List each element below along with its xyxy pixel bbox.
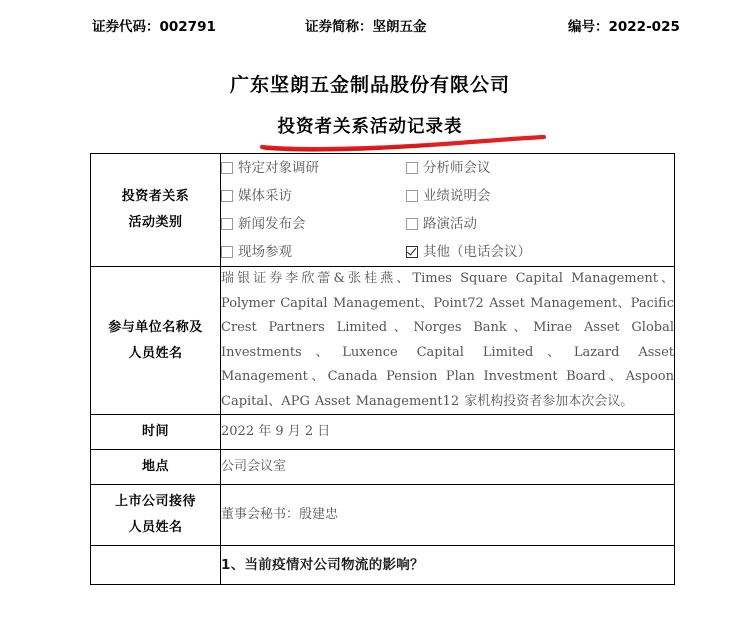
checkbox-icon[interactable] [406,190,418,202]
activity-type-label-line1: 投资者关系 [121,189,190,204]
checkbox-label: 现场参观 [238,244,292,260]
place-label: 地点 [141,459,169,474]
row-label-place [91,450,221,485]
table-row-qa [91,546,675,585]
table-row-place [91,450,675,485]
checkbox-checked-icon[interactable] [406,246,418,258]
row-label-qa [91,546,221,585]
checkbox-label: 分析师会议 [423,160,491,176]
host-value: 董事会秘书：殷建忠 [221,485,675,546]
checkbox-label: 其他（电话会议） [423,244,531,260]
checkbox-icon[interactable] [406,162,418,174]
participants-label-line2: 人员姓名 [128,345,183,361]
activity-type-options [221,154,675,267]
doc-title-wrapper [278,115,463,139]
participants-value: 瑞银证券李欣蕾&张桂燕、Times Square Capital Management、Polymer Capital Management、Point72 Asset Management、Pacific Crest Partners Limited、Norges Bank、Mirae Asset Global Investments、Luxence Capital Limited、Lazard Asset Management、Canada Pension Plan Investment Board、Aspoon Capital、APG Asset Management12 家机构投资者参加本次会议。 [221,267,675,415]
row-label-participants [91,267,221,415]
security-abbreviation: 证券简称：坚朗五金 [305,19,427,35]
table-row-participants [91,267,675,415]
checkbox-item-analyst-meeting[interactable] [406,154,646,182]
checkbox-item-specific-object-research[interactable] [221,154,406,182]
host-label-line2: 人员姓名 [128,520,183,535]
checkbox-item-other-conference-call[interactable] [406,238,646,266]
investor-relations-record-table [90,153,675,585]
checkbox-item-site-visit[interactable] [221,238,406,266]
checkbox-label: 特定对象调研 [238,160,319,176]
checkbox-label: 媒体采访 [238,188,292,204]
security-code: 证券代码：002791 [92,19,216,35]
row-label-time [91,415,221,450]
time-label: 时间 [141,424,169,439]
table-row-host [91,485,675,546]
participants-label-line1: 参与单位名称及 [108,319,203,335]
activity-type-label-line2: 活动类别 [128,215,183,230]
checkbox-icon[interactable] [221,162,233,174]
checkbox-row [221,238,674,266]
checkbox-row [221,210,674,238]
host-label-line1: 上市公司接待 [114,494,196,509]
checkbox-label: 业绩说明会 [423,188,491,204]
checkbox-icon[interactable] [221,218,233,230]
checkbox-item-earnings-briefing[interactable] [406,182,646,210]
table-row-time [91,415,675,450]
row-label-activity-type [91,154,221,267]
document-number: 编号：2022-025 [568,19,680,35]
checkbox-label: 路演活动 [423,216,477,232]
row-label-host [91,485,221,546]
checkbox-icon[interactable] [406,218,418,230]
checkbox-icon[interactable] [221,246,233,258]
checkbox-item-media-interview[interactable] [221,182,406,210]
table-row-activity-type [91,154,675,267]
qa-question-text: 1、当前疫情对公司物流的影响？ [221,546,675,585]
checkbox-label: 新闻发布会 [238,216,306,232]
time-value: 2022 年 9 月 2 日 [221,415,675,450]
document-header [0,10,740,40]
checkbox-icon[interactable] [221,190,233,202]
page-title: 投资者关系活动记录表 [277,117,463,137]
checkbox-row [221,154,674,182]
checkbox-item-roadshow[interactable] [406,210,646,238]
company-name: 广东坚朗五金制品股份有限公司 [229,74,510,96]
checkbox-row [221,182,674,210]
checkbox-item-press-conference[interactable] [221,210,406,238]
title-block [0,72,740,139]
place-value: 公司会议室 [221,450,675,485]
